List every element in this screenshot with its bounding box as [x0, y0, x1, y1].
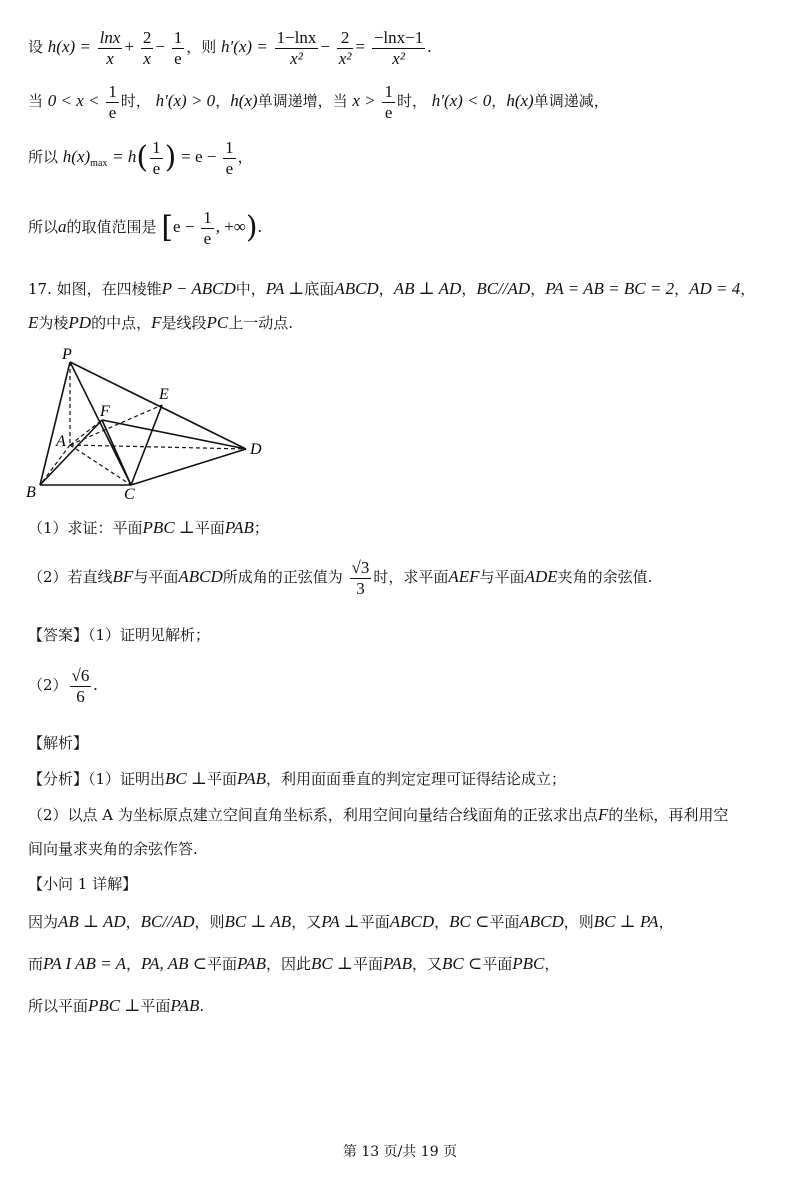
question-17-line1: 17. 如图，在四棱锥P − ABCD中，PA ⊥底面ABCD，AB ⊥ AD，BC//AD，PA = AB = BC = 2，AD = 4，	[28, 279, 756, 298]
answer-line-2: （2） $\frac{√6}{6}$ .	[28, 666, 98, 706]
analysis-line-3: 间向量求夹角的余弦作答.	[28, 840, 198, 858]
label-f: F	[100, 403, 110, 420]
subquestion-2: （2）若直线BF与平面ABCD所成角的正弦值为 $\frac{√3}{3}$ 时，求平面AEF与平面ADE夹角的余弦值.	[28, 558, 653, 598]
proof-line-1: 因为AB ⊥ AD，BC//AD，则BC ⊥ AB，又PA ⊥平面ABCD，BC ⊂平面ABCD，则BC ⊥ PA，	[28, 912, 674, 931]
subsection-header: 【小问 1 详解】	[28, 875, 138, 893]
solution-line-hmax: 所以 $h(x)_{max} = h$( $\frac{1}{e}$ ) = e − $\frac{1}{e}$ ，	[28, 138, 253, 178]
proof-line-2: 而PA I AB = A，PA, AB ⊂平面PAB，因此BC ⊥平面PAB，又BC ⊂平面PBC，	[28, 954, 560, 973]
label-a: A	[56, 433, 66, 450]
label-c: C	[124, 486, 135, 503]
pyramid-diagram	[22, 345, 272, 505]
question-17-line2: E为棱PD的中点，F是线段PC上一动点.	[28, 313, 294, 332]
subquestion-1: （1）求证：平面PBC ⊥平面PAB；	[28, 518, 269, 537]
answer-line-1: 【答案】（1）证明见解析；	[28, 626, 211, 644]
label-d: D	[250, 441, 262, 458]
solution-line-range: 所以a的取值范围是 [e − $\frac{1}{e}$ , +∞).	[28, 208, 262, 248]
solution-line-monotonic: 当 0 < x < $\frac{1}{e}$ 时， h′(x) > 0，h(x)单调递增，当 x > $\frac{1}{e}$ 时， h′(x) < 0，h(x)单调递减，	[28, 82, 609, 122]
proof-line-3: 所以平面PBC ⊥平面PAB.	[28, 996, 205, 1015]
label-b: B	[26, 484, 36, 501]
label-e: E	[159, 386, 169, 403]
solution-line-h-def: 设 h(x) = $\frac{\ln x}{x}$ + $\frac{2}{x}$ − $\frac{1}{e}$ ，则 h′(x) = $\frac{1-\ln x}{\text{x²}}$ − $\frac{2}{\text{x²}}$ = $\frac{-\ln x-1}{\text{x²}}$ .	[28, 28, 432, 68]
analysis-header: 【解析】	[28, 734, 89, 752]
label-p: P	[62, 346, 72, 363]
page-number: 第 13 页/共 19 页	[342, 1144, 458, 1160]
analysis-line-2: （2）以点 A 为坐标原点建立空间直角坐标系，利用空间向量结合线面角的正弦求出点F的坐标，再利用空	[28, 805, 729, 824]
analysis-line-1: 【分析】（1）证明出BC ⊥平面PAB，利用面面垂直的判定定理可证得结论成立；	[28, 769, 567, 788]
